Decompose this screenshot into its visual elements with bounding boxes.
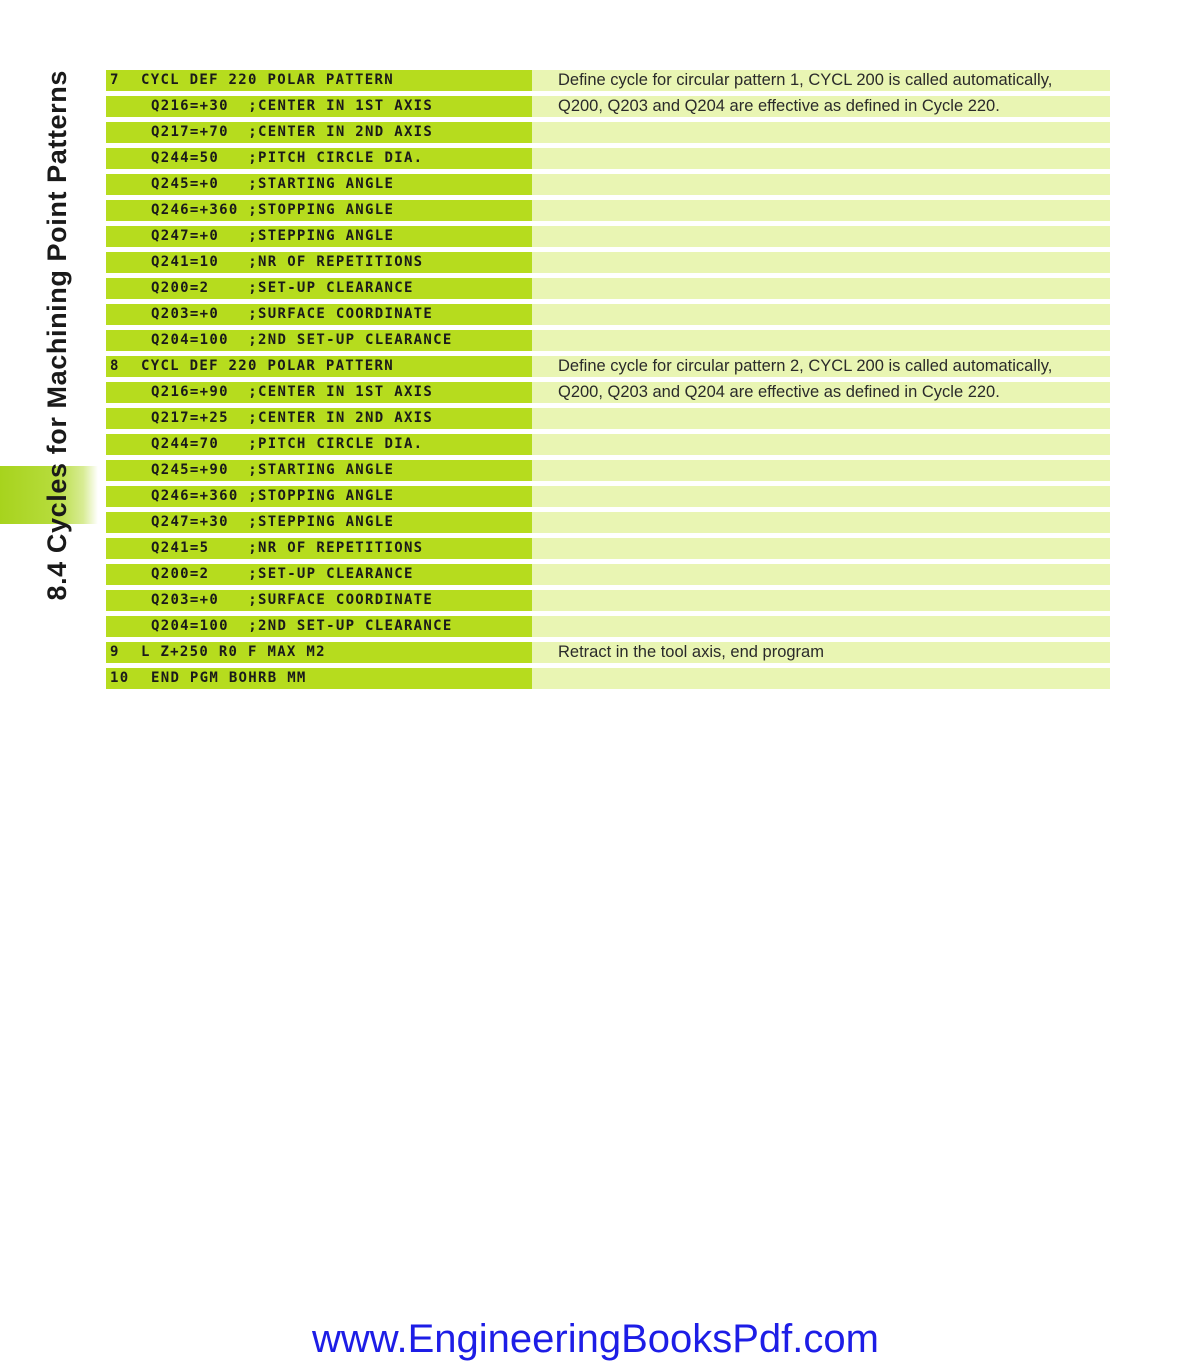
code-cell [106, 330, 532, 351]
nc-block-statement: CYCL DEF 220 POLAR PATTERN [141, 358, 394, 374]
program-row [106, 668, 1110, 689]
description-cell [532, 330, 1110, 351]
description-cell [532, 642, 1110, 663]
cycle-parameter: Q247=+30 ;STEPPING ANGLE [151, 514, 395, 530]
code-cell [106, 278, 532, 299]
footer-website-link[interactable]: www.EngineeringBooksPdf.com [312, 1317, 879, 1361]
description-text: Q200, Q203 and Q204 are effective as defined in Cycle 220. [558, 383, 1000, 401]
program-row [106, 564, 1110, 585]
code-cell [106, 356, 532, 377]
code-cell [106, 538, 532, 559]
nc-block-statement: CYCL DEF 220 POLAR PATTERN [141, 72, 394, 88]
description-cell [532, 538, 1110, 559]
code-cell [106, 590, 532, 611]
code-cell [106, 148, 532, 169]
code-cell [106, 200, 532, 221]
code-cell [106, 70, 532, 91]
description-cell [532, 70, 1110, 91]
description-cell [532, 96, 1110, 117]
program-row [106, 148, 1110, 169]
program-row [106, 304, 1110, 325]
line-number: 10 [110, 670, 130, 686]
description-text: Q200, Q203 and Q204 are effective as defined in Cycle 220. [558, 97, 1000, 115]
description-cell [532, 564, 1110, 585]
description-cell [532, 304, 1110, 325]
description-cell [532, 668, 1110, 689]
cycle-parameter: Q245=+0 ;STARTING ANGLE [151, 176, 395, 192]
description-cell [532, 174, 1110, 195]
nc-block-statement: L Z+250 R0 F MAX M2 [141, 644, 326, 660]
cycle-parameter: Q203=+0 ;SURFACE COORDINATE [151, 306, 434, 322]
cycle-parameter: Q200=2 ;SET-UP CLEARANCE [151, 566, 414, 582]
program-row [106, 408, 1110, 429]
program-row [106, 96, 1110, 117]
code-cell [106, 668, 532, 689]
program-row [106, 174, 1110, 195]
description-cell [532, 148, 1110, 169]
code-cell [106, 616, 532, 637]
cycle-parameter: Q200=2 ;SET-UP CLEARANCE [151, 280, 414, 296]
program-row [106, 538, 1110, 559]
cycle-parameter: Q203=+0 ;SURFACE COORDINATE [151, 592, 434, 608]
program-row [106, 122, 1110, 143]
nc-block-statement: END PGM BOHRB MM [151, 670, 307, 686]
description-cell [532, 486, 1110, 507]
description-cell [532, 122, 1110, 143]
description-cell [532, 460, 1110, 481]
cycle-parameter: Q247=+0 ;STEPPING ANGLE [151, 228, 395, 244]
program-row [106, 252, 1110, 273]
description-cell [532, 616, 1110, 637]
program-row [106, 200, 1110, 221]
description-cell [532, 408, 1110, 429]
cycle-parameter: Q241=5 ;NR OF REPETITIONS [151, 540, 424, 556]
program-row [106, 486, 1110, 507]
program-row [106, 434, 1110, 455]
cycle-parameter: Q216=+90 ;CENTER IN 1ST AXIS [151, 384, 434, 400]
cycle-parameter: Q216=+30 ;CENTER IN 1ST AXIS [151, 98, 434, 114]
program-row [106, 70, 1110, 91]
cycle-parameter: Q246=+360 ;STOPPING ANGLE [151, 488, 395, 504]
code-cell [106, 96, 532, 117]
code-cell [106, 434, 532, 455]
description-cell [532, 226, 1110, 247]
code-cell [106, 408, 532, 429]
description-cell [532, 512, 1110, 533]
program-row [106, 460, 1110, 481]
cycle-parameter: Q204=100 ;2ND SET-UP CLEARANCE [151, 618, 453, 634]
description-text: Retract in the tool axis, end program [558, 643, 824, 661]
cycle-parameter: Q217=+70 ;CENTER IN 2ND AXIS [151, 124, 434, 140]
code-cell [106, 642, 532, 663]
cycle-parameter: Q244=50 ;PITCH CIRCLE DIA. [151, 150, 424, 166]
code-cell [106, 512, 532, 533]
program-row [106, 512, 1110, 533]
code-cell [106, 252, 532, 273]
description-text: Define cycle for circular pattern 2, CYCL 200 is called automatically, [558, 357, 1053, 375]
description-cell [532, 356, 1110, 377]
cycle-parameter: Q217=+25 ;CENTER IN 2ND AXIS [151, 410, 434, 426]
description-cell [532, 590, 1110, 611]
side-title-wrap [38, 70, 76, 606]
description-cell [532, 200, 1110, 221]
description-text: Define cycle for circular pattern 1, CYCL 200 is called automatically, [558, 71, 1053, 89]
line-number: 8 [110, 358, 120, 374]
code-cell [106, 304, 532, 325]
program-row [106, 590, 1110, 611]
nc-program-table [106, 70, 1110, 694]
code-cell [106, 460, 532, 481]
section-side-title: 8.4 Cycles for Machining Point Patterns [42, 70, 72, 601]
code-cell [106, 122, 532, 143]
program-row [106, 330, 1110, 351]
cycle-parameter: Q204=100 ;2ND SET-UP CLEARANCE [151, 332, 453, 348]
program-row [106, 642, 1110, 663]
description-cell [532, 278, 1110, 299]
cycle-parameter: Q245=+90 ;STARTING ANGLE [151, 462, 395, 478]
program-row [106, 616, 1110, 637]
cycle-parameter: Q246=+360 ;STOPPING ANGLE [151, 202, 395, 218]
line-number: 9 [110, 644, 120, 660]
cycle-parameter: Q241=10 ;NR OF REPETITIONS [151, 254, 424, 270]
cycle-parameter: Q244=70 ;PITCH CIRCLE DIA. [151, 436, 424, 452]
program-row [106, 356, 1110, 377]
line-number: 7 [110, 72, 120, 88]
description-cell [532, 252, 1110, 273]
description-cell [532, 382, 1110, 403]
code-cell [106, 382, 532, 403]
code-cell [106, 564, 532, 585]
code-cell [106, 174, 532, 195]
code-cell [106, 226, 532, 247]
program-row [106, 382, 1110, 403]
program-row [106, 226, 1110, 247]
program-row [106, 278, 1110, 299]
code-cell [106, 486, 532, 507]
description-cell [532, 434, 1110, 455]
